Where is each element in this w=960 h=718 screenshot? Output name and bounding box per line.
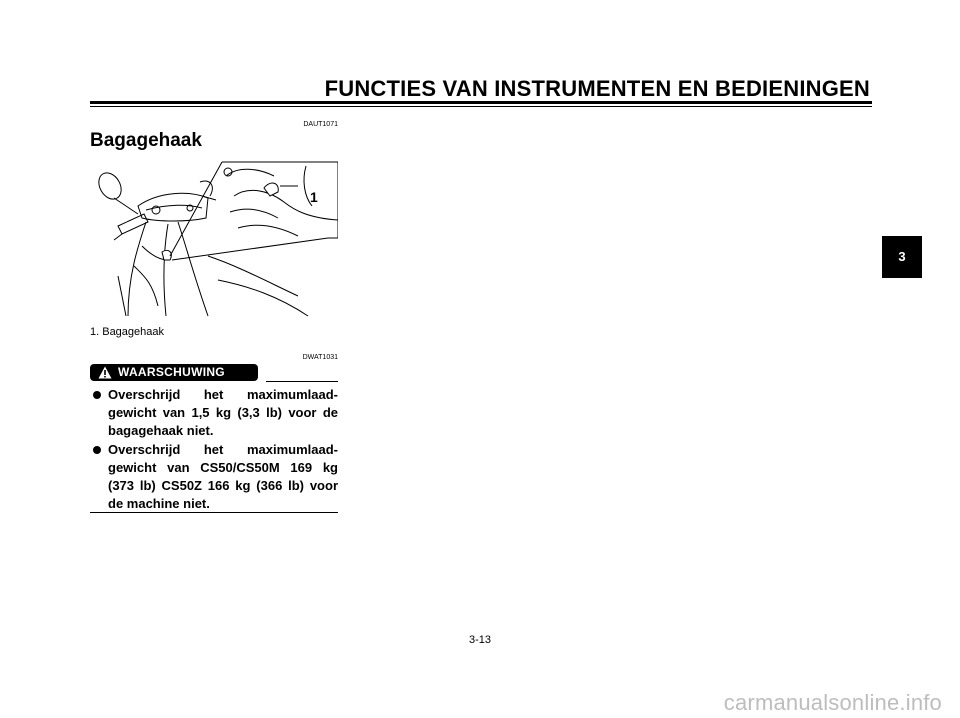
figure-caption: 1. Bagagehaak [90, 326, 165, 338]
luggage-hook-illustration [98, 156, 338, 320]
chapter-tab: 3 [882, 236, 922, 278]
warning-banner [90, 364, 258, 381]
page-header-title: FUNCTIES VAN INSTRUMENTEN EN BEDIENINGEN [324, 76, 870, 101]
page-number: 3-13 [468, 634, 492, 646]
warning-bottom-rule [90, 512, 338, 513]
section-title: Bagagehaak [90, 130, 202, 151]
warning-item-text: Overschrijd het maximumlaad-gewicht van 1,5 kg (3,3 lb) voor de bagagehaak niet. [108, 387, 338, 438]
bullet-icon [93, 446, 101, 454]
warning-item [90, 441, 338, 513]
warning-rule [266, 381, 338, 382]
warning-item [90, 386, 338, 440]
watermark: carmanualsonline.info [723, 690, 942, 715]
warning-item-text: Overschrijd het maximumlaad-gewicht van CS50/CS50M 169 kg (373 lb) CS50Z 166 kg (366 lb) voor de machine niet. [108, 442, 338, 511]
warning-code: DWAT1031 [302, 354, 338, 361]
warning-list [90, 386, 338, 514]
header-rule [90, 101, 872, 104]
bullet-icon [93, 391, 101, 399]
warning-triangle-icon [98, 366, 112, 379]
warning-label: WAARSCHUWING [118, 365, 225, 379]
header-rule-thin [90, 106, 872, 107]
section-code: DAUT1071 [303, 121, 338, 128]
callout-number: 1 [310, 189, 318, 205]
mirror-shape [98, 169, 126, 203]
